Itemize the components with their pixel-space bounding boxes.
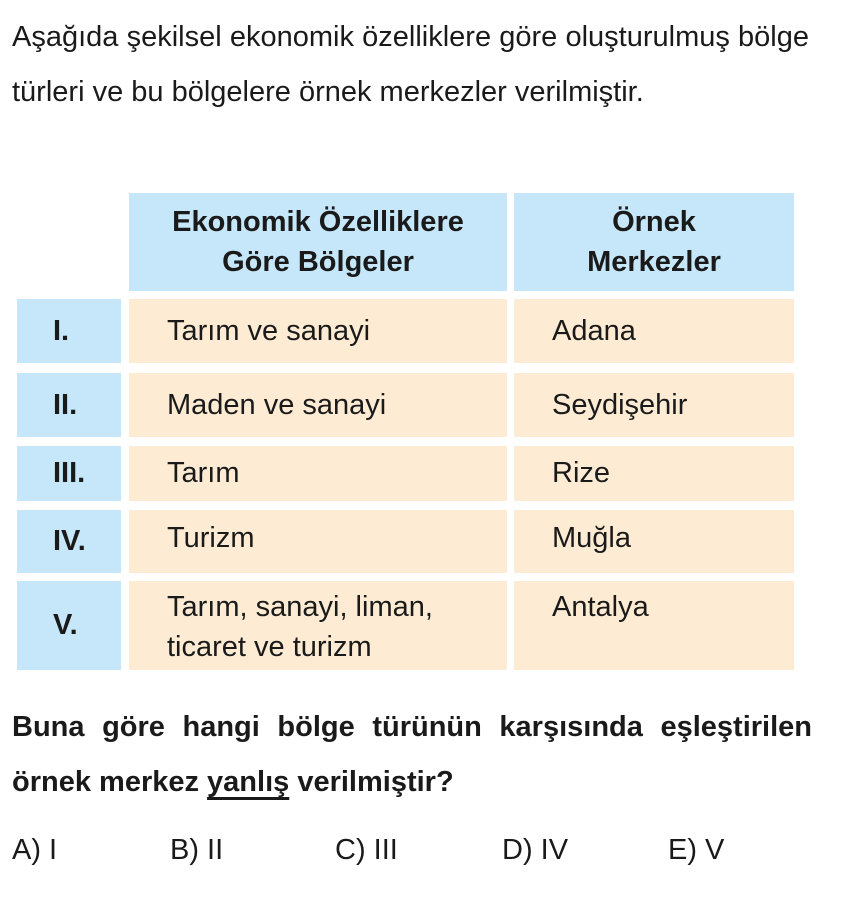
header-regions-line2: Göre Bölgeler — [222, 246, 414, 278]
intro-text: Aşağıda şekilsel ekonomik özelliklere göre oluşturulmuş bölge türleri ve bu bölgelere örnek merkezler verilmiştir. — [12, 21, 809, 108]
region-cell: Tarım ve sanayi — [129, 299, 507, 363]
option-d[interactable]: D) IV — [502, 834, 569, 866]
center-cell: Adana — [514, 299, 794, 363]
region-cell: Maden ve sanayi — [129, 373, 507, 437]
question-underlined: yanlış — [207, 766, 290, 798]
row-number: V. — [17, 581, 121, 670]
header-regions-line1: Ekonomik Özelliklere — [172, 206, 464, 238]
row-number: III. — [17, 446, 121, 501]
row-number: I. — [17, 299, 121, 363]
option-e[interactable]: E) V — [668, 834, 725, 866]
header-regions — [129, 193, 507, 291]
region-line2: ticaret ve turizm — [167, 631, 372, 663]
region-cell: Tarım — [129, 446, 507, 501]
region-line1: Tarım, sanayi, liman, — [167, 591, 433, 623]
row-number: II. — [17, 373, 121, 437]
question-part1: Buna göre hangi bölge türünün karşısında eşleştirilen örnek merkez — [12, 711, 812, 798]
option-c[interactable]: C) III — [335, 834, 398, 866]
region-cell: Turizm — [129, 510, 507, 573]
center-cell: Rize — [514, 446, 794, 501]
row-number: IV. — [17, 510, 121, 573]
question-text — [12, 700, 812, 810]
region-cell — [129, 581, 507, 670]
center-cell: Muğla — [514, 510, 794, 573]
header-centers-line2: Merkezler — [587, 246, 721, 278]
option-b[interactable]: B) II — [170, 834, 224, 866]
option-a[interactable]: A) I — [12, 834, 58, 866]
header-centers-line1: Örnek — [612, 206, 696, 238]
center-cell: Seydişehir — [514, 373, 794, 437]
center-cell: Antalya — [514, 581, 794, 670]
header-centers — [514, 193, 794, 291]
question-part2: verilmiştir? — [289, 766, 454, 798]
